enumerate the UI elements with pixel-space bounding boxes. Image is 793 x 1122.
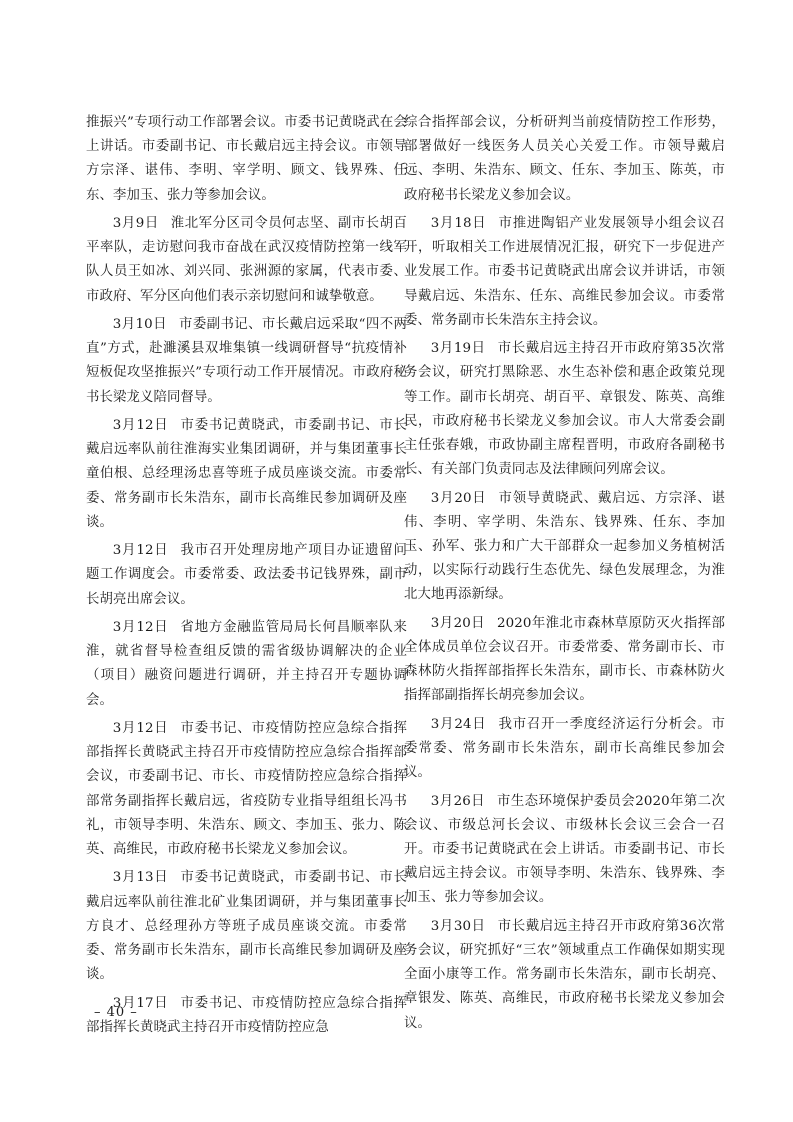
entry-paragraph: [404, 713, 725, 786]
entry-paragraph: [86, 866, 407, 987]
entry-date: 3月13日: [112, 870, 169, 886]
entry-paragraph: [404, 487, 725, 608]
entry-date: 3月19日: [430, 341, 486, 357]
entry-date: 3月18日: [430, 216, 487, 231]
entry-text: 推振兴”专项行动工作部署会议。市委书记黄晓武在会上讲话。市委副书记、市长戴启远主持会议。市领导方宗泽、谌伟、李明、宰学明、顾文、钱界殊、任东、李加玉、张力等参加会议。: [86, 115, 407, 203]
entry-text: 市生态环境保护委员会2020年第二次会议、市级总河长会议、市级林长会议三会合一召开。市委书记黄晓武在会上讲话。市委副书记、市长戴启远主持会议。市领导李明、朱浩东、钱界殊、李加玉、张力等参加会议。: [404, 793, 725, 906]
page-number: – 40 –: [94, 1005, 138, 1020]
entry-text: 市委书记、市疫情防控应急综合指挥部指挥长黄晓武主持召开市疫情防控应急综合指挥部会议，市委副书记、市长、市疫情防控应急综合指挥部常务副指挥长戴启远，省疫防专业指导组组长冯书礼，市领导李明、朱浩东、顾文、李加玉、张力、陈英、高维民，市政府秘书长梁龙义参加会议。: [86, 721, 407, 858]
entry-paragraph: [86, 212, 407, 309]
entry-paragraph: [86, 414, 407, 535]
entry-date: 3月20日: [430, 490, 487, 506]
entry-paragraph: [86, 717, 407, 862]
entry-date: 3月9日: [112, 216, 159, 231]
entry-date: 3月12日: [112, 543, 169, 559]
entry-text: 市委书记黄晓武，市委副书记、市长戴启远率队前往淮海实业集团调研，并与集团董事长童伯根、总经理汤忠喜等班子成员座谈交流。市委常委、常务副市长朱浩东，副市长高维民参加调研及座谈。: [86, 418, 407, 530]
entry-date: 3月24日: [430, 716, 487, 732]
entry-paragraph: [404, 337, 725, 482]
entry-text: 综合指挥部会议，分析研判当前疫情防控工作形势，部署做好一线医务人员关心关爱工作。市领导戴启远、李明、朱浩东、顾文、任东、李加玉、陈英，市政府秘书长梁龙义参加会议。: [404, 115, 725, 203]
entry-text: 市委书记、市疫情防控应急综合指挥部指挥长黄晓武主持召开市疫情防控应急: [86, 995, 407, 1035]
entry-date: 3月30日: [430, 918, 486, 934]
entry-text: 市长戴启远主持召开市政府第35次常务会议，研究打黑除恶、水生态补偿和惠企政策兑现等工作。副市长胡亮、胡百平、章银发、陈英、高维民，市政府秘书长梁龙义参加会议。市人大常委会副主任张春娥，市政协副主席程晋明，市政府各副秘书长、有关部门负责同志及法律顾问列席会议。: [404, 341, 725, 478]
entry-date: 3月10日: [112, 317, 167, 332]
entry-paragraph: [86, 111, 407, 208]
entry-paragraph: [86, 616, 407, 713]
entry-text: 淮北军分区司令员何志坚、副市长胡百平率队，走访慰问我市奋战在武汉疫情防控第一线军队人员王如冰、刘兴同、张洲源的家属，代表市委、市政府、军分区向他们表示亲切慰问和诚挚敬意。: [86, 216, 407, 304]
entry-text: 我市召开处理房地产项目办证遗留问题工作调度会。市委常委、政法委书记钱界殊，副市长胡亮出席会议。: [86, 543, 407, 607]
entry-text: 市推进陶铝产业发展领导小组会议召开，听取相关工作进展情况汇报，研究下一步促进产业发展工作。市委书记黄晓武出席会议并讲话，市领导戴启远、朱浩东、任东、高维民参加会议。市委常委、常务副市长朱浩东主持会议。: [404, 216, 725, 328]
entry-paragraph: [86, 539, 407, 612]
entry-date: 3月12日: [112, 418, 169, 433]
entry-text: 市委副书记、市长戴启远采取“四不两直”方式，赴濉溪县双堆集镇一线调研督导“抗疫情补短板促攻坚推振兴”专项行动工作开展情况。市政府秘书长梁龙义陪同督导。: [86, 317, 408, 405]
entry-paragraph: [86, 313, 407, 410]
entry-paragraph: [404, 612, 725, 709]
entry-date: 3月12日: [112, 620, 169, 635]
entry-text: 市长戴启远主持召开市政府第36次常务会议，研究抓好“三农”领域重点工作确保如期实现全面小康等工作。常务副市长朱浩东，副市长胡亮、章银发、陈英、高维民，市政府秘书长梁龙义参加会议。: [404, 918, 725, 1031]
entry-paragraph: [404, 915, 725, 1036]
entry-paragraph: [404, 212, 725, 333]
entry-date: 3月20日: [430, 615, 485, 631]
left-column: [86, 111, 407, 1044]
entry-paragraph: [404, 790, 725, 911]
entry-text: 市委书记黄晓武，市委副书记、市长戴启远率队前往淮北矿业集团调研，并与集团董事长方良才、总经理孙方等班子成员座谈交流。市委常委、常务副市长朱浩东，副市长高维民参加调研及座谈。: [86, 870, 407, 983]
right-column: [404, 111, 725, 1040]
entry-date: 3月12日: [112, 721, 169, 736]
entry-text: 2020年淮北市森林草原防灭火指挥部全体成员单位会议召开。市委常委、常务副市长、市森林防火指挥部指挥长朱浩东，副市长、市森林防火指挥部副指挥长胡亮参加会议。: [404, 615, 725, 704]
entry-date: 3月26日: [430, 793, 485, 809]
entry-text: 省地方金融监管局局长何昌顺率队来淮，就省督导检查组反馈的需省级协调解决的企业（项目）融资问题进行调研，并主持召开专题协调会。: [86, 620, 407, 708]
entry-paragraph: [404, 111, 725, 208]
entry-text: 我市召开一季度经济运行分析会。市委常委、常务副市长朱浩东，副市长高维民参加会议。: [404, 716, 725, 781]
entry-date: 3月17日: [112, 995, 169, 1011]
entry-text: 市领导黄晓武、戴启远、方宗泽、谌伟、李明、宰学明、朱浩东、钱界殊、任东、李加玉、孙军、张力和广大干部群众一起参加义务植树活动，以实际行动践行生态优先、绿色发展理念，为淮北大地再添新绿。: [404, 490, 725, 603]
